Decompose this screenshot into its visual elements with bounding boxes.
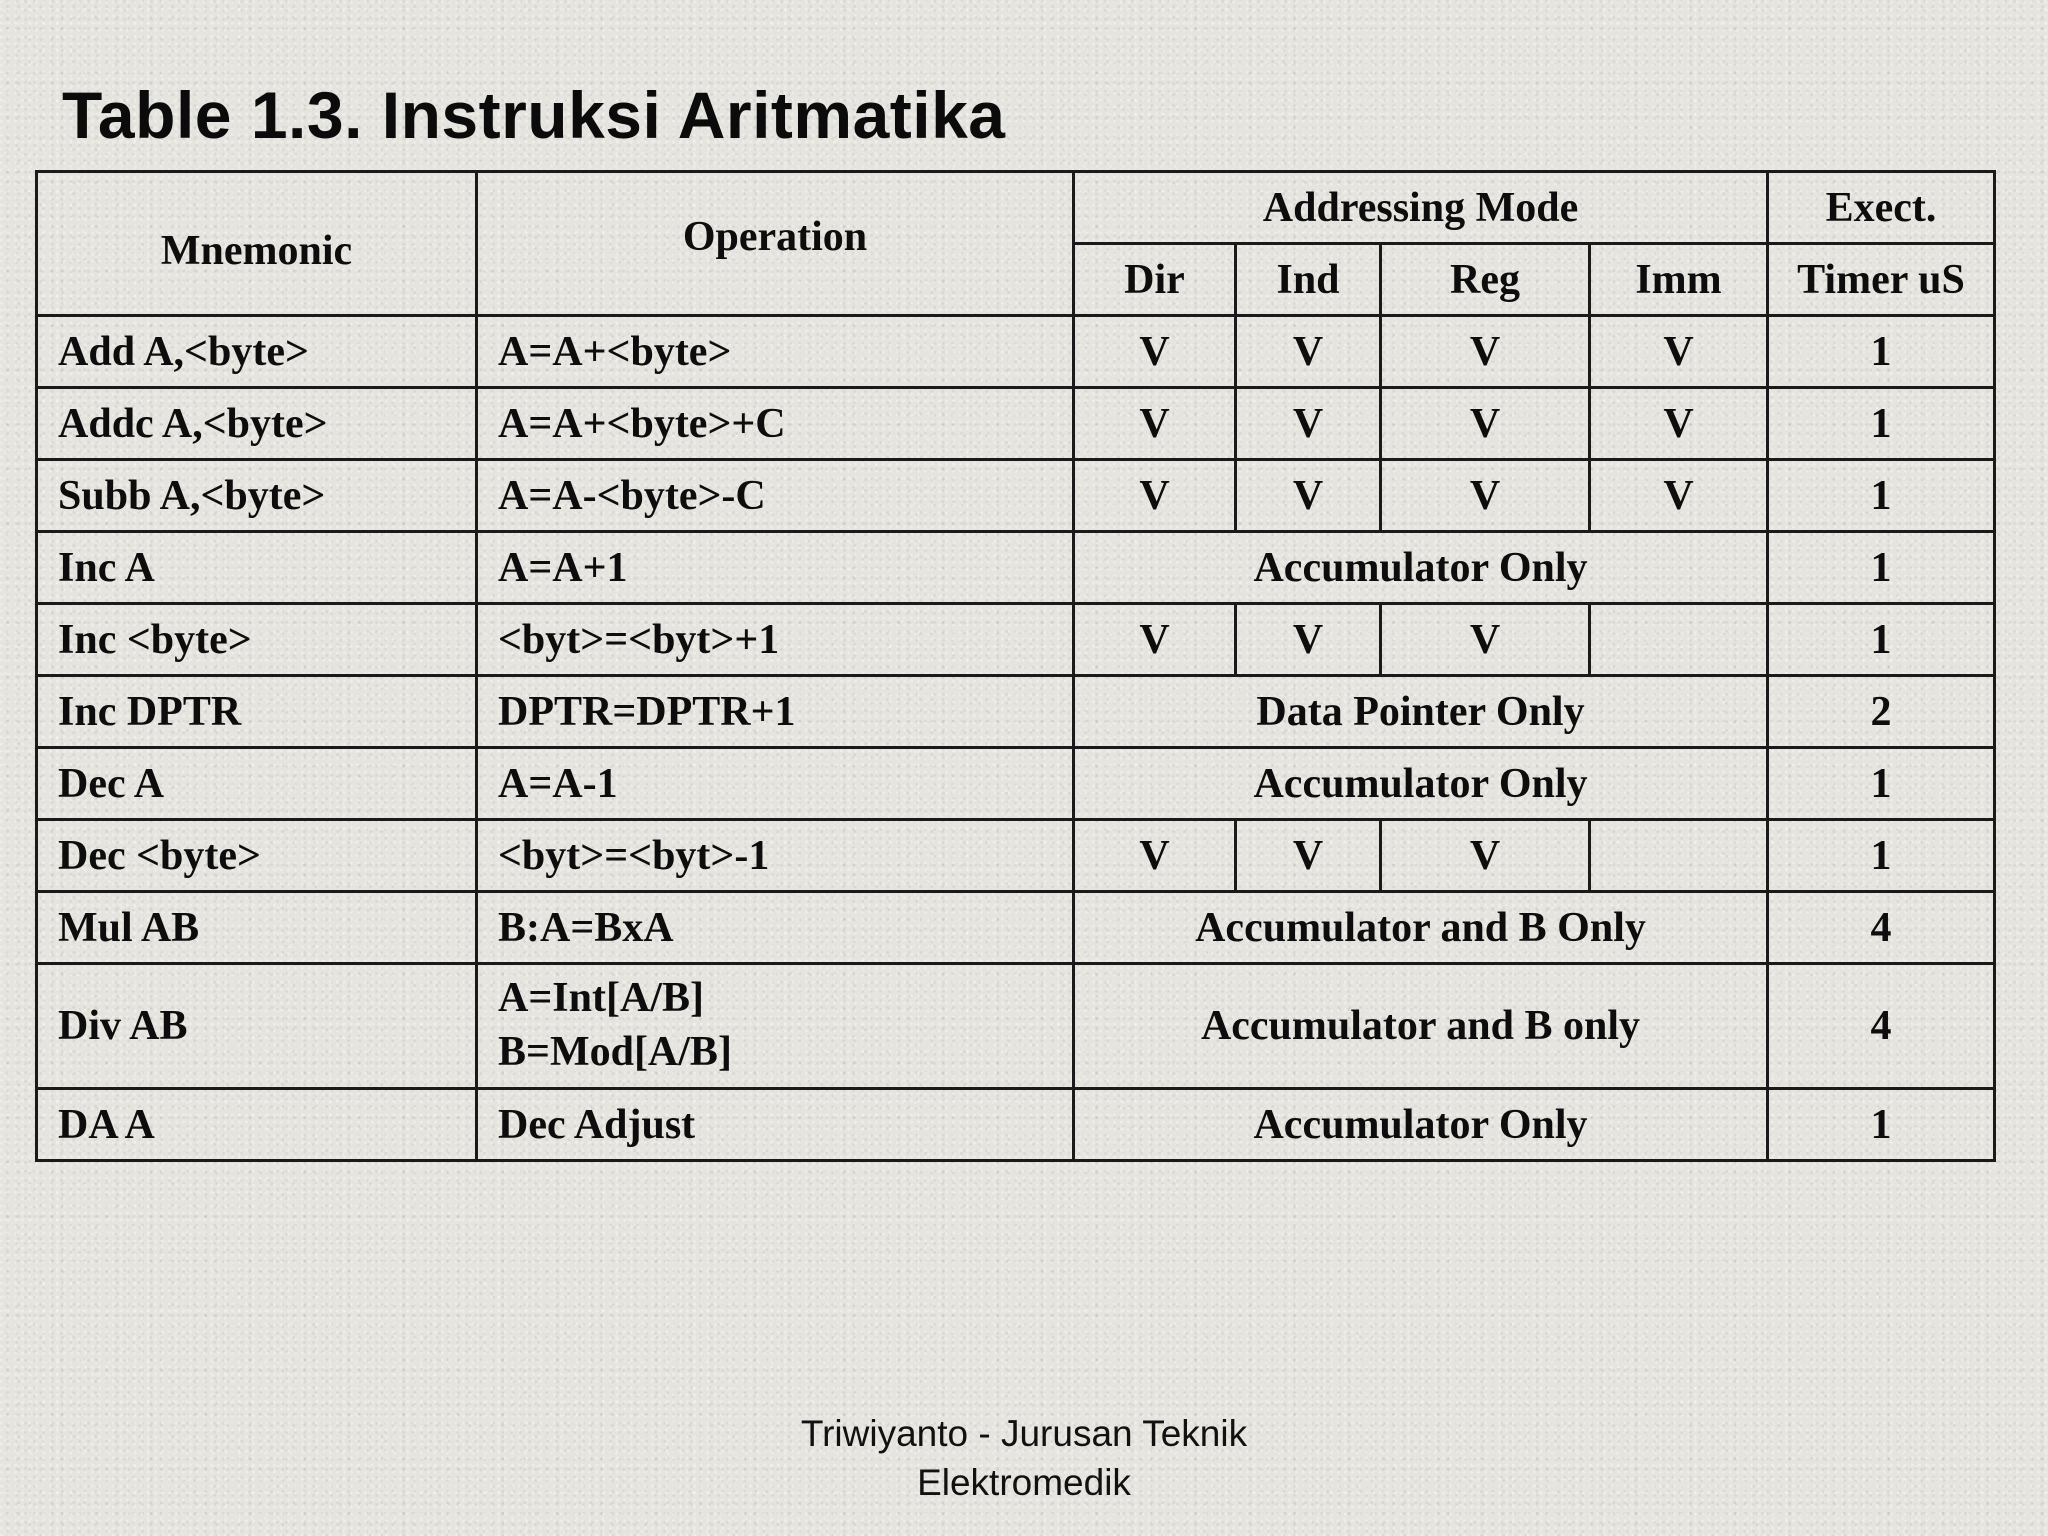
header-timer: Timer uS	[1768, 244, 1995, 316]
cell-imm	[1590, 820, 1768, 892]
header-ind: Ind	[1236, 244, 1381, 316]
cell-mnemonic: Mul AB	[37, 892, 477, 964]
cell-time: 1	[1768, 604, 1995, 676]
cell-ind: V	[1236, 820, 1381, 892]
cell-reg: V	[1381, 460, 1590, 532]
cell-operation: <byt>=<byt>-1	[477, 820, 1074, 892]
cell-reg: V	[1381, 388, 1590, 460]
cell-operation: A=A+1	[477, 532, 1074, 604]
operation-line-1: A=Int[A/B]	[498, 975, 704, 1022]
cell-operation: B:A=BxA	[477, 892, 1074, 964]
header-exect: Exect.	[1768, 172, 1995, 244]
cell-mnemonic: Subb A,<byte>	[37, 460, 477, 532]
slide-footer	[724, 1410, 1324, 1508]
cell-imm	[1590, 604, 1768, 676]
table-row	[37, 748, 1995, 820]
table-row	[37, 316, 1995, 388]
table-row	[37, 964, 1995, 1089]
footer-line-1: Triwiyanto - Jurusan Teknik	[800, 1413, 1248, 1454]
cell-imm: V	[1590, 388, 1768, 460]
table-row	[37, 820, 1995, 892]
cell-dir: V	[1074, 316, 1236, 388]
cell-mnemonic: Addc A,<byte>	[37, 388, 477, 460]
header-imm: Imm	[1590, 244, 1768, 316]
table-row	[37, 892, 1995, 964]
cell-mode: Data Pointer Only	[1074, 676, 1768, 748]
cell-mode: Accumulator and B Only	[1074, 892, 1768, 964]
cell-reg: V	[1381, 604, 1590, 676]
cell-time: 1	[1768, 1089, 1995, 1161]
cell-operation: DPTR=DPTR+1	[477, 676, 1074, 748]
cell-dir: V	[1074, 388, 1236, 460]
table-row	[37, 676, 1995, 748]
cell-ind: V	[1236, 316, 1381, 388]
cell-mnemonic: Inc <byte>	[37, 604, 477, 676]
arithmetic-instruction-table	[35, 170, 1996, 1162]
cell-mode: Accumulator Only	[1074, 748, 1768, 820]
header-mnemonic: Mnemonic	[37, 172, 477, 316]
cell-time: 1	[1768, 316, 1995, 388]
table-row	[37, 1089, 1995, 1161]
cell-reg: V	[1381, 316, 1590, 388]
cell-time: 4	[1768, 892, 1995, 964]
cell-mnemonic: Dec A	[37, 748, 477, 820]
cell-time: 1	[1768, 748, 1995, 820]
cell-dir: V	[1074, 604, 1236, 676]
cell-time: 1	[1768, 460, 1995, 532]
cell-imm: V	[1590, 460, 1768, 532]
cell-operation	[477, 964, 1074, 1089]
cell-mnemonic: Dec <byte>	[37, 820, 477, 892]
footer-line-2: Elektromedik	[917, 1461, 1131, 1503]
table-row	[37, 604, 1995, 676]
cell-operation: A=A-<byte>-C	[477, 460, 1074, 532]
cell-operation: <byt>=<byt>+1	[477, 604, 1074, 676]
cell-ind: V	[1236, 388, 1381, 460]
cell-dir: V	[1074, 460, 1236, 532]
cell-mnemonic: Inc A	[37, 532, 477, 604]
header-reg: Reg	[1381, 244, 1590, 316]
operation-line-2: B=Mod[A/B]	[498, 1029, 732, 1075]
header-operation: Operation	[477, 172, 1074, 316]
cell-imm: V	[1590, 316, 1768, 388]
slide-title: Table 1.3. Instruksi Aritmatika	[62, 78, 1006, 152]
cell-mnemonic: Add A,<byte>	[37, 316, 477, 388]
cell-mode: Accumulator and B only	[1074, 964, 1768, 1089]
cell-operation: A=A-1	[477, 748, 1074, 820]
cell-mode: Accumulator Only	[1074, 1089, 1768, 1161]
cell-operation: A=A+<byte>	[477, 316, 1074, 388]
header-row-1	[37, 172, 1995, 244]
cell-operation: Dec Adjust	[477, 1089, 1074, 1161]
cell-mode: Accumulator Only	[1074, 532, 1768, 604]
cell-time: 1	[1768, 388, 1995, 460]
cell-reg: V	[1381, 820, 1590, 892]
cell-ind: V	[1236, 460, 1381, 532]
cell-time: 1	[1768, 532, 1995, 604]
cell-dir: V	[1074, 820, 1236, 892]
header-dir: Dir	[1074, 244, 1236, 316]
cell-ind: V	[1236, 604, 1381, 676]
table-row	[37, 388, 1995, 460]
cell-mnemonic: Div AB	[37, 964, 477, 1089]
table-row	[37, 460, 1995, 532]
cell-time: 2	[1768, 676, 1995, 748]
cell-time: 4	[1768, 964, 1995, 1089]
table-row	[37, 532, 1995, 604]
header-addressing-mode: Addressing Mode	[1074, 172, 1768, 244]
cell-mnemonic: DA A	[37, 1089, 477, 1161]
cell-time: 1	[1768, 820, 1995, 892]
cell-operation: A=A+<byte>+C	[477, 388, 1074, 460]
cell-mnemonic: Inc DPTR	[37, 676, 477, 748]
